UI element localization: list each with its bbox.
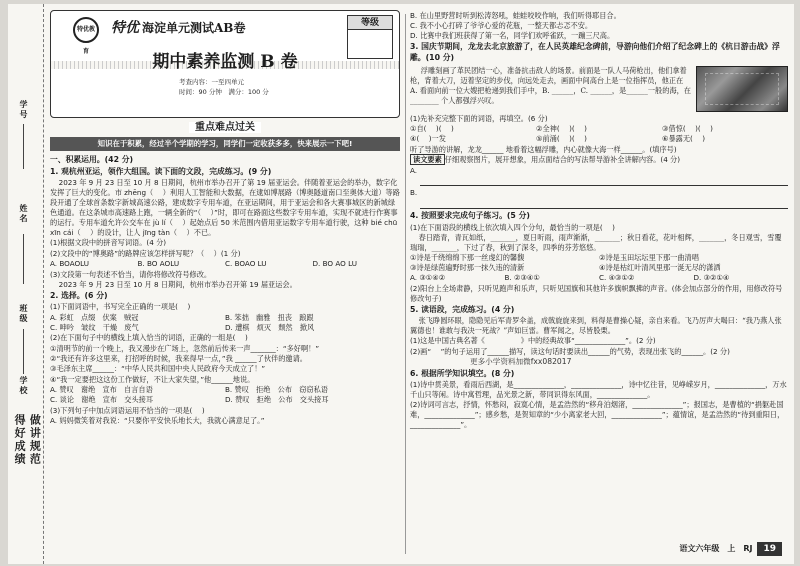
- margin-label-class: 班级: [19, 304, 29, 324]
- option-ab[interactable]: B. 赞叹 拒绝 公布 窃窃私语: [225, 385, 328, 395]
- question-6-sub2: (2)诗词可言志，抒情，怀愁闷，寂寞心情，是孟浩然的“移舟泊烟渚，______________”；报国志，是曹植的“捐躯赴国难，______________”；感乡愁，是贺知章的“少小离家老大回，______________”；蕴情谊，是孟浩然的“待到重阳日，______________”。: [410, 400, 785, 430]
- blank[interactable]: ⑥暴露无( ): [662, 134, 706, 144]
- option-c[interactable]: C. BOAO LU: [225, 259, 267, 269]
- question-4-sub1: (1)在下面语段的横线上依次填入四个分句，最恰当的一项是( ): [410, 222, 615, 232]
- question-2-sub2: (2)在下面句子中的横线上填入恰当的词语，正确的一组是( ): [50, 333, 248, 343]
- exam-header: [50, 10, 400, 118]
- question-1-passage: 2023 年 9 月 23 日至 10 月 8 日期间，杭州市举办召开了第 19 届亚运会。伴随着亚运会的举办，数字化发挥了巨大的变化。市 zhēng（ ）利用人工智能和大数据，在逮如博展路（博奥隧道南口至奥体大道）等路段开通了全球首条数字新城高速公路，建成数字专用车道，在亚运期间，用于亚运会和各大赛事城区的新城绿色通道。在这条城市高速路上跑，一辆全新的“（ ）”时，即可在路面这些数字专用车道，实现不就进行作赛事的运行。专用车道允许公交车在 jù lí（ ）起始点后 50 米范围内借用亚运数字专用车道行驶，这种 bié chū xīn cái（ ）的设计，让人 jīng tàn（ ）不已。: [50, 178, 400, 237]
- question-2-sub3: (3)下列句子中加点词语运用不恰当的一项是( ): [50, 405, 205, 415]
- page-title: 期中素养监测 B 卷: [152, 52, 298, 72]
- section-heading: 一、积累运用。(42 分): [50, 155, 134, 165]
- footer-subject: 语文六年级 上 RJ: [679, 544, 753, 554]
- tag: 读文要素: [410, 154, 445, 165]
- sentence-4: ④“我一定要把这这份工作做好，不让大家失望，”他______地说。: [50, 374, 255, 384]
- question-1-options: [50, 259, 400, 269]
- series-brand: 特优 海淀单元测试AB卷: [111, 20, 246, 36]
- question-4-clauses: [410, 253, 788, 273]
- question-5-sub1: (1)这是中国古典名著《 》中的经典故事“______________”。(2 分): [410, 336, 656, 346]
- question-6: 6. 根据所学知识填空。(8 分): [410, 368, 515, 378]
- option-ab[interactable]: A. 彩虹 点缀 伏案 贼冠: [50, 312, 139, 322]
- question-5: 5. 读语段，完成练习。(4 分): [410, 304, 515, 314]
- margin-label-name: 姓名: [19, 204, 29, 224]
- answer-line-a: A.: [410, 165, 418, 175]
- watermark-note: 更多小学资料加微fxx082017: [470, 357, 572, 367]
- answer-line[interactable]: [420, 176, 788, 186]
- question-4: 4. 按照要求完成句子练习。(5 分): [410, 211, 530, 221]
- relief-sculpture-image: [696, 66, 788, 112]
- clause: ②诗是玉田坛坛里下那一曲清唱: [599, 253, 699, 263]
- question-2: 2. 选择。(6 分): [50, 291, 108, 301]
- clause: ③诗是绿茵遍野时那一抹久违的清新: [410, 263, 525, 273]
- fill-line: [23, 124, 24, 169]
- word-blanks-row-1: [410, 124, 788, 134]
- question-3: 3. 国庆节期间，龙龙去北京旅游了，在人民英雄纪念碑前，导游向他们介绍了纪念碑上的《杭日游击战》浮雕。(10 分): [410, 42, 780, 63]
- blank[interactable]: ①自( )( ): [410, 124, 454, 134]
- question-3-sub2: 读文要素 仔细观察图片，展开想象，用点面结合的写法帮导游补全讲解内容。(4 分): [410, 155, 788, 165]
- binding-margin: [8, 4, 44, 564]
- word-blanks-note: 听了导游的讲解，龙龙______ 地看着这幅浮雕，内心就像大海一样______。(填序号): [410, 144, 677, 154]
- grade-box: 等级: [347, 15, 393, 59]
- margin-label-school: 学校: [19, 376, 29, 396]
- intro-banner: 知识在于积累，经过半个学期的学习，同学们一定收获多多，快来展示一下吧!: [50, 137, 400, 151]
- right-column: [410, 10, 788, 558]
- question-1-sub3: (3)文段第一句表述不恰当，请你将修改符号修改。: [50, 269, 212, 279]
- question-1-sub2: (2)文段中的“博奥路”的路牌应该怎样拼写呢？（ ）(1 分): [50, 248, 241, 258]
- option-a[interactable]: A. BOAOLU: [50, 259, 90, 269]
- sentence-3: ③毛泽东主席______：“中华人民共和国中央人民政府今天成立了！”: [50, 364, 266, 374]
- left-column: [50, 10, 400, 558]
- blank[interactable]: ③借惊( )( ): [662, 124, 713, 134]
- question-2-sub3-b[interactable]: B. 在山里野营时听到松涛怒吼，蛙蛙咬咬作响，我们听得耶目合。: [410, 10, 621, 20]
- option-cd[interactable]: C. 呻吟 皱纹 干燥 废气: [50, 322, 139, 332]
- exam-meta: 考查内容：一至四单元 时间：90 分钟 满分：100 分: [179, 78, 269, 97]
- option-cd[interactable]: D. 遭棋 烦灭 颓然 掀风: [225, 322, 315, 332]
- exam-page: [8, 4, 794, 564]
- option-d[interactable]: D. ③②①④: [693, 273, 730, 283]
- fill-line: [23, 329, 24, 374]
- option-cd[interactable]: D. 赞叹 拒绝 公布 交头接耳: [225, 395, 329, 405]
- question-4-passage: 春日踏青，青瓦如纸，_______，夏日听雨，雨声渐渐，_______；秋日看花，花叶相辉，_______，冬日观雪，雪覆瑞瑞，_______，下过了春，秋到了深冬，四季的芬芳悠悠。: [410, 233, 782, 252]
- section-banner: 重点难点过关: [50, 121, 400, 134]
- option-ab[interactable]: A. 赞叹 谢绝 宣布 自言自语: [50, 385, 153, 395]
- sentence-2: ②“我还有许多这里来，打招呼的时候，我来得早一点，”我 ______了伙伴的邀请。: [50, 353, 307, 363]
- blank[interactable]: ④( )一发: [410, 134, 446, 144]
- margin-label-student-id: 学号: [19, 100, 29, 120]
- answer-line[interactable]: [420, 199, 788, 209]
- clause: ①诗是千绕绵绵下那一丝虔幻的馨馥: [410, 253, 525, 263]
- question-5-sub2: (2)画“ ”的句子运用了______描写，读这句话时要读出______的气势，表现出张飞的______。(2 分): [410, 346, 730, 356]
- publisher-logo-icon: 特优教育: [73, 17, 99, 43]
- fill-line: [23, 234, 24, 284]
- question-2-sub1: (1)下面词语中，书写完全正确的一项是( ): [50, 302, 191, 312]
- blank[interactable]: ⑤前涌( )( ): [536, 134, 587, 144]
- question-2-sub3-d[interactable]: D. 比赛中我们班获得了第一名，同学们欢呼雀跃，一蹦三尺高。: [410, 31, 615, 41]
- option-cd[interactable]: C. 谈论 谢绝 宣布 交头接耳: [50, 395, 154, 405]
- blank[interactable]: ②全神( )( ): [536, 124, 587, 134]
- word-blanks-row-2: [410, 134, 788, 144]
- option-b[interactable]: B. ②③④①: [504, 273, 540, 283]
- question-4-options: [410, 273, 788, 283]
- question-6-sub1: (1)诗中贯美景，看雨后西湖，是______________，______________，诗中忆往昔，见峥嵘岁月，______________，万水千山只等闲。诗中寓哲理，品光景之新，带同识得东风面，______________。: [410, 379, 787, 399]
- option-a[interactable]: A. ③①④②: [410, 273, 446, 283]
- column-divider: [405, 14, 406, 554]
- option-b[interactable]: B. BO AOLU: [137, 259, 180, 269]
- page-footer: [679, 542, 782, 556]
- question-2-sub3-c[interactable]: C. 我不小心打碎了爷爷心爱的花瓶，一整天都忐忑不安。: [410, 20, 593, 30]
- question-1-sentence: 2023 年 9 月 23 日至 10 月 8 日期间，杭州市举办召开第 19 届亚运会。: [58, 280, 297, 290]
- margin-slogan: 做讲规范 得好成绩: [13, 414, 42, 466]
- question-4-sub2: (2)阳台上全场肃静，只听见跑声和乐声，只听见国旗和其他许多旗帜飘拂的声音。(体会加点部分的作用，用修改符号修改句子): [410, 283, 783, 303]
- page-number: 19: [757, 542, 782, 556]
- option-ab[interactable]: B. 笨拙 幽雅 扭丧 踉跟: [225, 312, 314, 322]
- question-3-scene: [410, 66, 788, 112]
- question-2-options-1: [50, 313, 400, 333]
- sentence-1: ①清明节的前一个晚上，我又漫步在广场上，忽然前后传来一声_______：“多好啊！”: [50, 343, 320, 353]
- question-2-sub3-a[interactable]: A. 妈妈微笑着对我说：“只要你平安快乐地长大，我就心满意足了。”: [50, 416, 265, 426]
- question-1-sub1: (1)根据文段中的拼音写词语。(4 分): [50, 238, 167, 248]
- answer-line-b: B.: [410, 188, 418, 198]
- question-5-passage: 张飞睁圆环眼，隐隐见后军青罗伞盖，成戟旋旋来到，料得是曹操心疑，亲自来看。飞乃厉声大喝曰：“我乃燕人张翼德也！谁敢与我决一死战？”声如巨雷。曹军闻之，尽皆股栗。: [410, 315, 782, 335]
- scene-description: 浮雕刻画了革民团结一心，准备抗击敌人的场景。前面是一队人马荷枪出，他们拿着枪，背着大刀，迈着坚定的步伐，向远处走去，画面中间高台上是一位指挥员，他正在 A. 看面向前一位大嫂把枪递到我们手中，B. ______，C. ______，是______一般的海，在________ 个人都强浮兴叹。: [410, 65, 691, 105]
- question-2-options-2: [50, 385, 400, 405]
- option-d[interactable]: D. BO AO LU: [312, 259, 357, 269]
- question-1: 1. 观杭州亚运，领作大组国。读下面的文段，完成练习。(9 分): [50, 166, 272, 176]
- clause: ④诗是枯红叶清风里那一涎无尽的潇洒: [599, 263, 721, 273]
- question-3-sub1: (1)先补充完整下面的词语，再填空。(6 分): [410, 113, 548, 123]
- option-c[interactable]: C. ④③①②: [599, 273, 635, 283]
